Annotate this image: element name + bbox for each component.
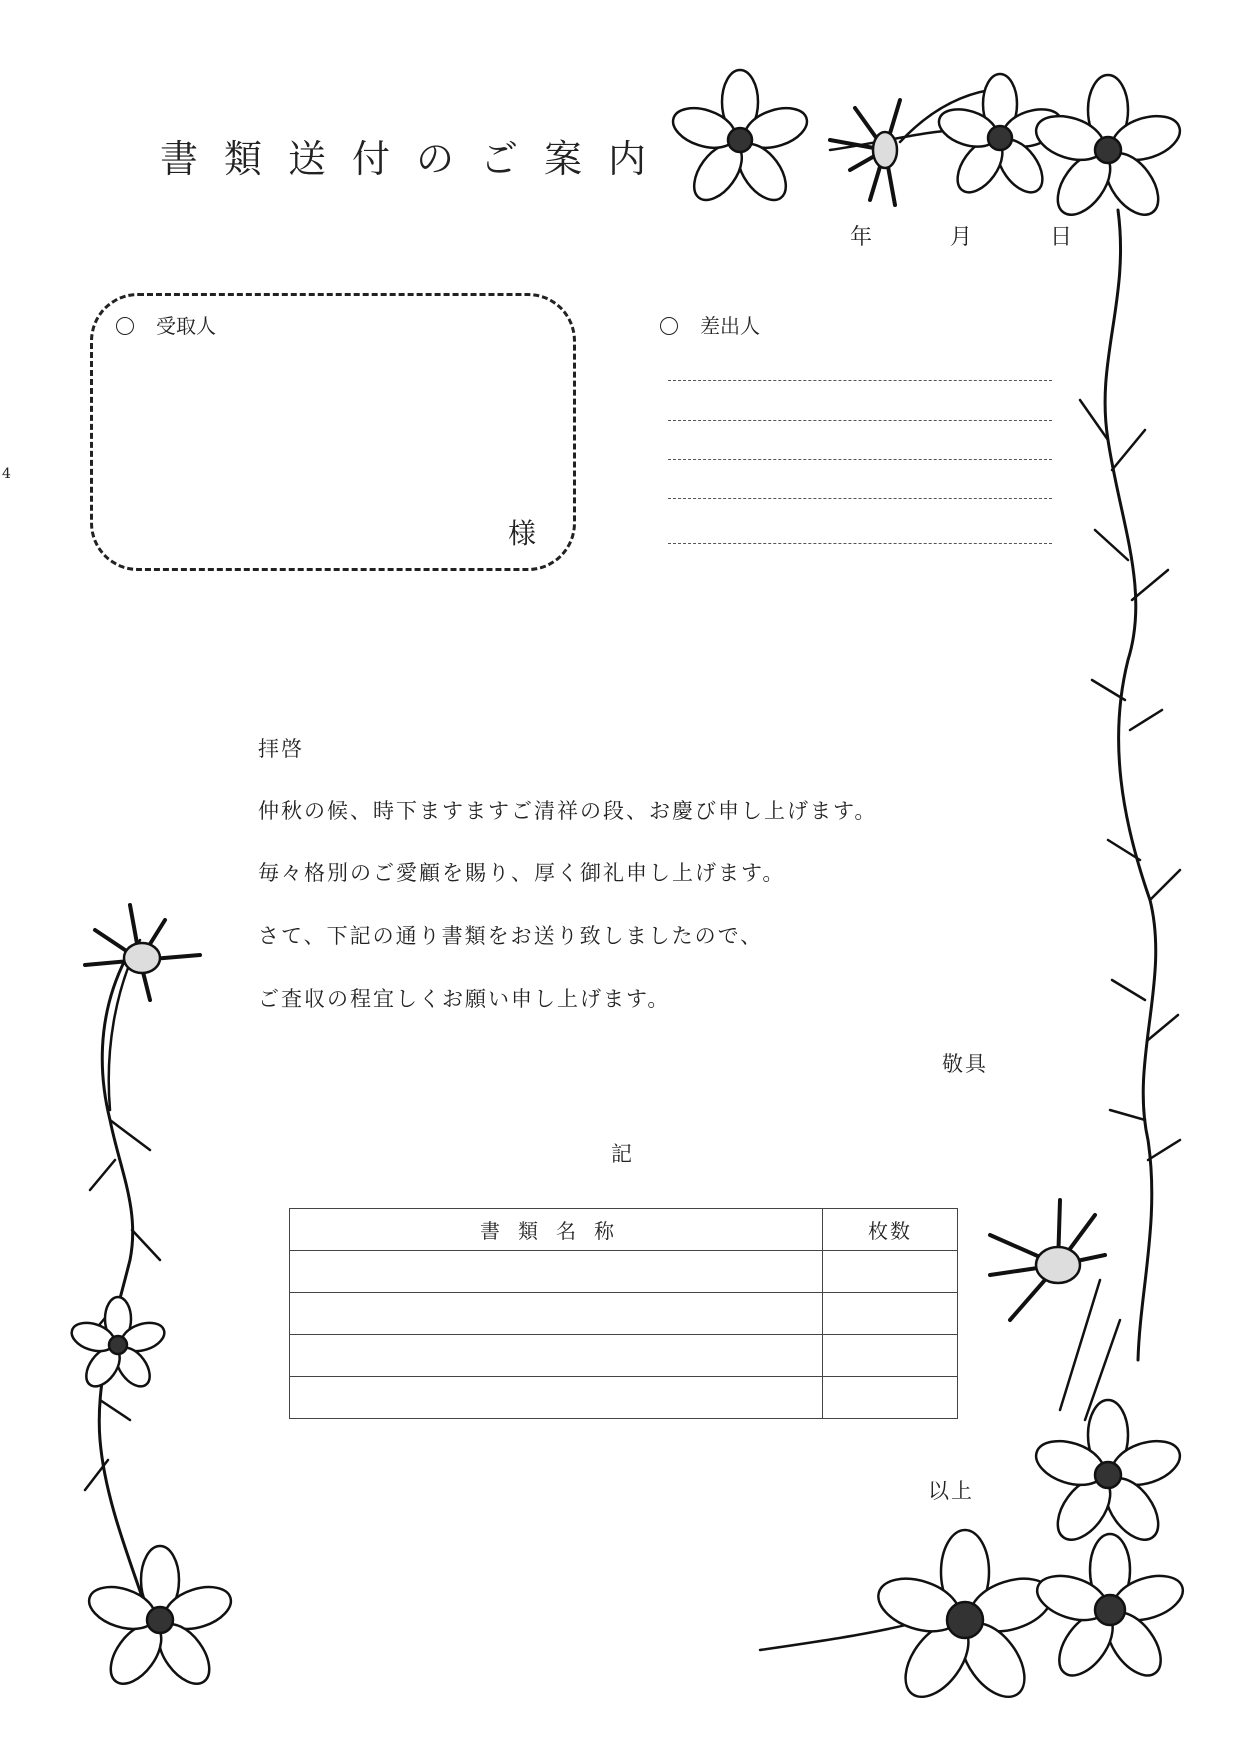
page-count-cell[interactable]: [823, 1377, 958, 1419]
letter-line: さて、下記の通り書類をお送り致しましたので、: [258, 924, 764, 948]
circle-icon: [116, 317, 134, 335]
sender-line: [668, 420, 1052, 421]
letter-line: 毎々格別のご愛顧を賜り、厚く御礼申し上げます。: [258, 861, 786, 885]
page-title: 書類送付のご案内: [160, 137, 673, 181]
sender-line: [668, 380, 1052, 381]
page-count-cell[interactable]: [823, 1251, 958, 1293]
table-row: [290, 1293, 958, 1335]
document-name-cell[interactable]: [290, 1293, 823, 1335]
date-year: 年: [850, 225, 873, 250]
table-header-row: [290, 1209, 958, 1251]
sender-line: [668, 459, 1052, 460]
table-row: [290, 1335, 958, 1377]
table-row: [290, 1251, 958, 1293]
date-month: 月: [950, 225, 973, 250]
table-row: [290, 1377, 958, 1419]
header-page-count: 枚数: [823, 1209, 958, 1251]
page-count-cell[interactable]: [823, 1335, 958, 1377]
recipient-label-text: 受取人: [156, 314, 216, 338]
circle-icon: [660, 317, 678, 335]
sender-label: [660, 310, 760, 339]
sender-line: [668, 498, 1052, 499]
document-name-cell[interactable]: [290, 1251, 823, 1293]
ki-mark: 記: [611, 1142, 634, 1166]
letter-line: ご査収の程宜しくお願い申し上げます。: [258, 987, 671, 1011]
date-day: 日: [1050, 225, 1073, 250]
recipient-honorific: 様: [508, 517, 537, 550]
letter-closing: 敬具: [942, 1052, 988, 1076]
header-document-name: 書類名称: [290, 1209, 823, 1251]
margin-number: 4: [2, 466, 11, 482]
sender-label-text: 差出人: [700, 314, 760, 338]
document-name-cell[interactable]: [290, 1377, 823, 1419]
letter-line: 仲秋の候、時下ますますご清祥の段、お慶び申し上げます。: [258, 799, 878, 823]
end-mark: 以上: [928, 1479, 974, 1503]
sender-line: [668, 543, 1052, 544]
recipient-label: [116, 310, 216, 339]
document-list-table: [289, 1208, 958, 1419]
page-count-cell[interactable]: [823, 1293, 958, 1335]
bud-center: [873, 132, 897, 168]
document-name-cell[interactable]: [290, 1335, 823, 1377]
letter-opening: 拝啓: [258, 737, 304, 761]
